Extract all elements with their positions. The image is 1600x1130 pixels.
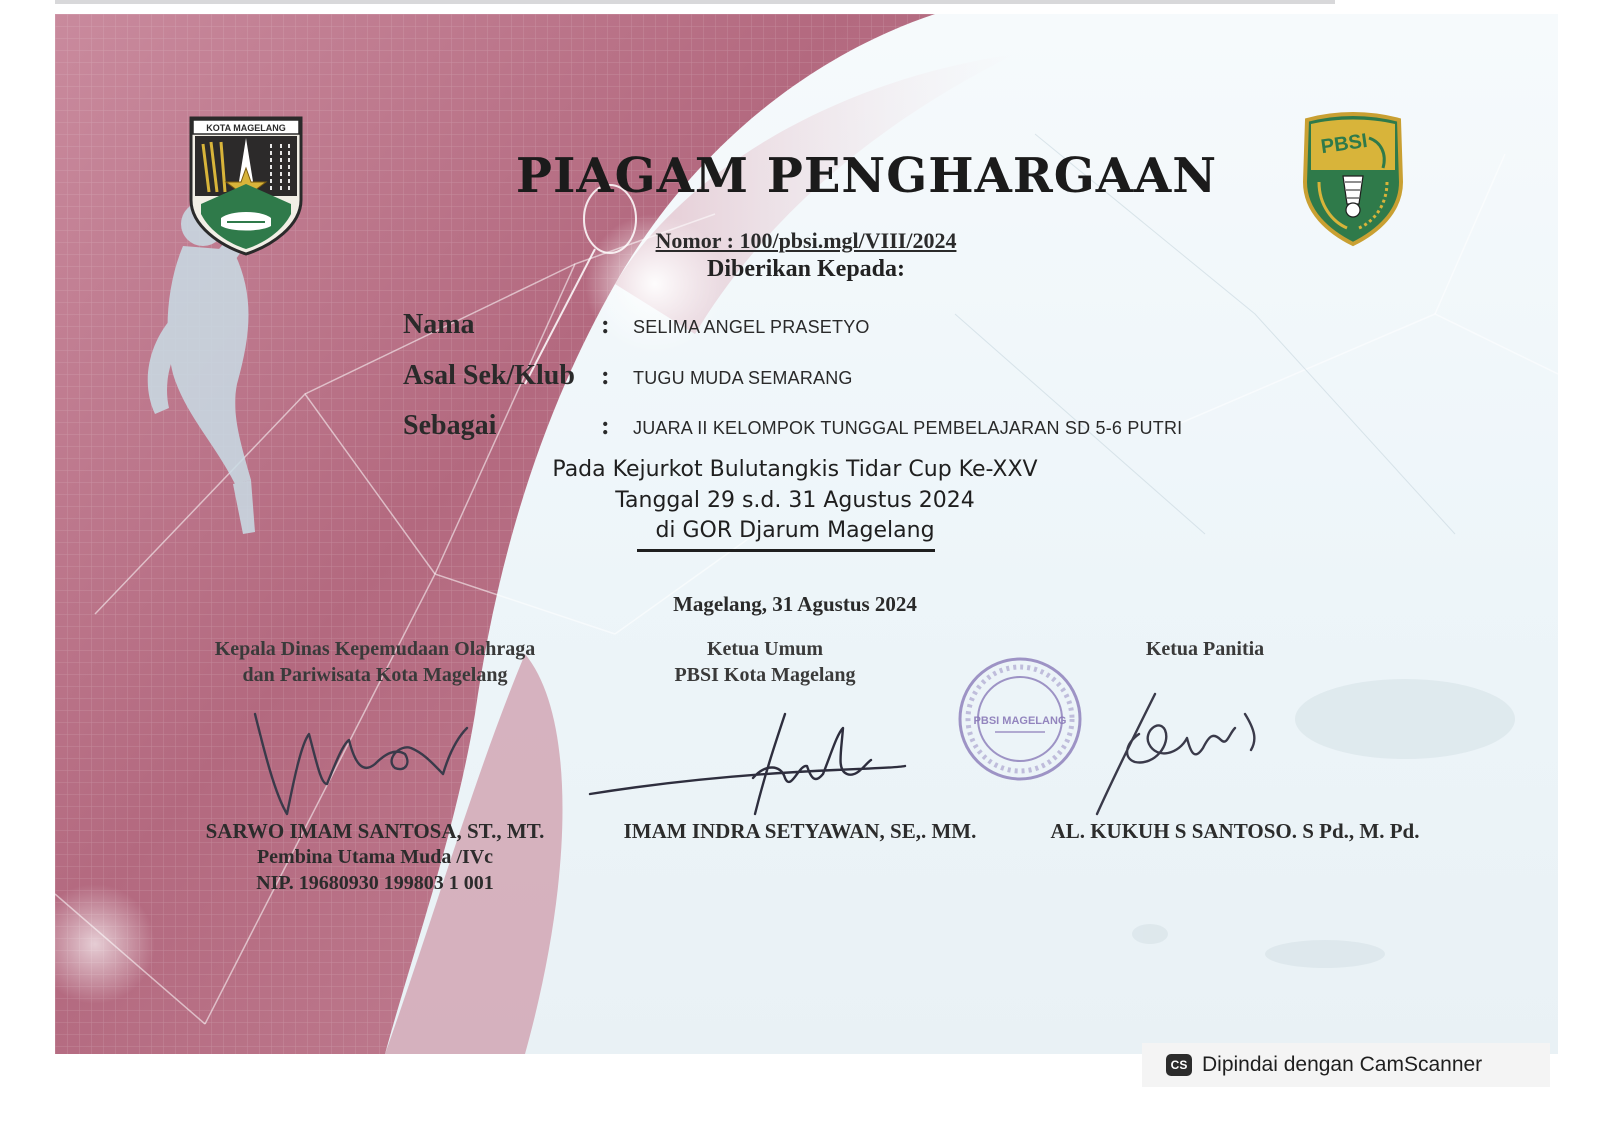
kota-magelang-emblem-label: KOTA MAGELANG [206, 123, 286, 133]
signature-2 [585, 694, 925, 824]
signature-1 [235, 704, 505, 824]
recipient-achievement: JUARA II KELOMPOK TUNGGAL PEMBELAJARAN SD 5-6 PUTRI [633, 418, 1183, 438]
event-name: Pada Kejurkot Bulutangkis Tidar Cup Ke-XXV [552, 457, 1038, 482]
signature-3 [1095, 674, 1295, 824]
venue-underline [637, 549, 935, 552]
signatory-3-title-line1: Ketua Panitia [1145, 638, 1265, 660]
given-to-label: Diberikan Kepada: [706, 256, 906, 282]
signatory-2-name: IMAM INDRA SETYAWAN, SE,. MM. [623, 819, 977, 843]
signatory-1-title-line1: Kepala Dinas Kepemudaan Olahraga [214, 638, 536, 660]
camscanner-logo-icon: CS [1166, 1054, 1192, 1076]
signatory-1-title-line2: dan Pariwisata Kota Magelang [242, 664, 508, 686]
field-colon-nama: : [601, 310, 610, 339]
stamp-label: PBSI MAGELANG [973, 715, 1067, 727]
certificate [55, 14, 1558, 1054]
signatory-1-title [165, 636, 585, 688]
field-colon-asal: : [601, 361, 610, 390]
signatory-3-name: AL. KUKUH S SANTOSO. S Pd., M. Pd. [1050, 819, 1420, 843]
recipient-club: TUGU MUDA SEMARANG [633, 368, 853, 388]
pbsi-emblem-label: PBSI [1319, 129, 1369, 159]
signatory-1-name: SARWO IMAM SANTOSA, ST., MT. [205, 819, 545, 843]
recipient-name: SELIMA ANGEL PRASETYO [633, 317, 870, 337]
field-colon-sebagai: : [601, 411, 610, 440]
certificate-title: PIAGAM PENGHARGAAN [515, 148, 1218, 204]
signatory-1-rank: Pembina Utama Muda /IVc [256, 846, 494, 868]
event-venue: di GOR Djarum Magelang [655, 518, 935, 543]
field-label-asal: Asal Sek/Klub [403, 360, 575, 391]
camscanner-watermark [1142, 1043, 1550, 1087]
signatory-2-title [615, 636, 915, 688]
signatory-1-nip: NIP. 19680930 199803 1 001 [256, 872, 494, 894]
signatory-2-title-line1: Ketua Umum [706, 638, 824, 660]
signatory-3-title [1085, 636, 1325, 662]
certificate-number: Nomor : 100/pbsi.mgl/VIII/2024 [655, 228, 957, 253]
field-label-sebagai: Sebagai [403, 410, 497, 441]
field-label-nama: Nama [403, 309, 475, 340]
place-and-date: Magelang, 31 Agustus 2024 [673, 592, 917, 616]
camscanner-label: Dipindai dengan CamScanner [1202, 1053, 1483, 1076]
signatory-2-title-line2: PBSI Kota Magelang [674, 664, 856, 686]
pbsi-stamp-icon [955, 654, 1085, 784]
scan-top-edge [55, 0, 1335, 4]
event-dates: Tanggal 29 s.d. 31 Agustus 2024 [615, 488, 975, 513]
